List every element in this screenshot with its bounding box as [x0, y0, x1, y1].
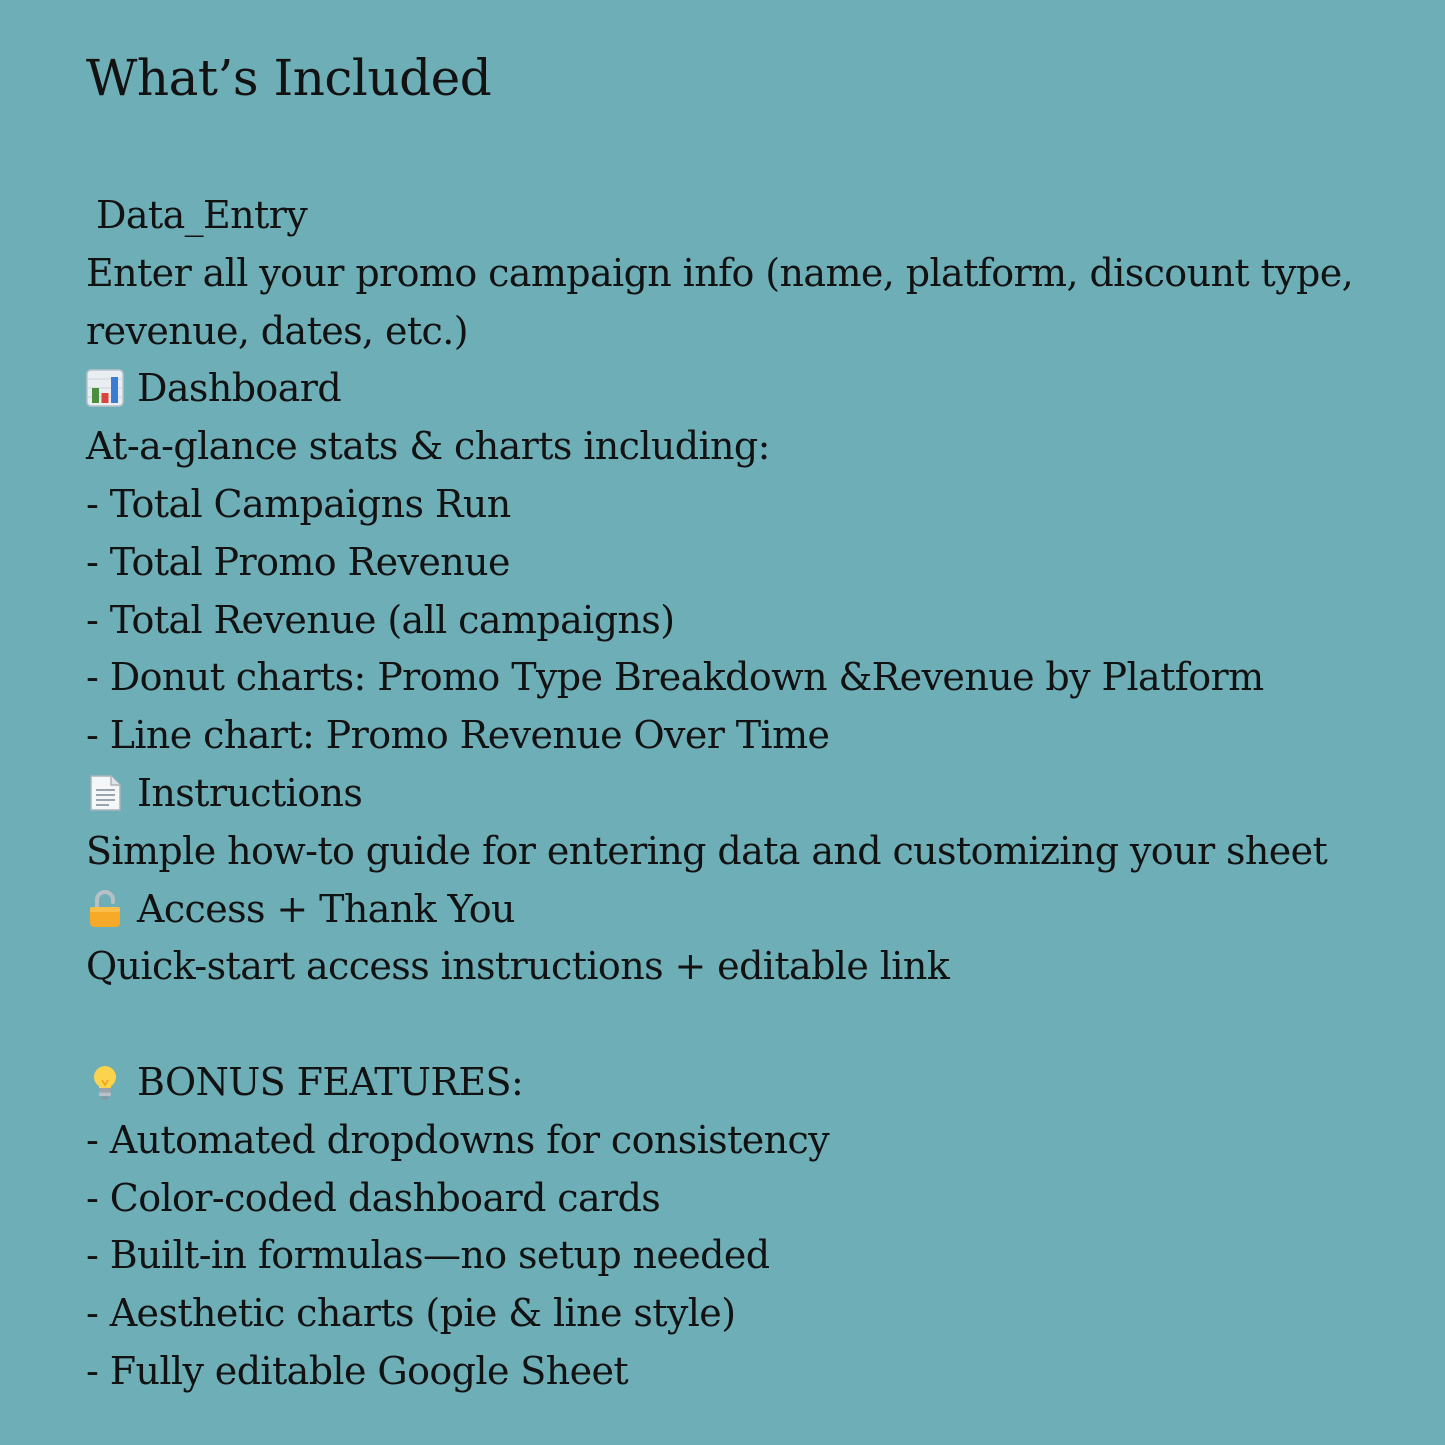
dashboard-heading-row [86, 360, 1416, 418]
data-entry-description-2: revenue, dates, etc.) [86, 308, 468, 353]
bar-chart-icon [86, 369, 124, 407]
data-entry-description-1: Enter all your promo campaign info (name, platform, discount type, [86, 250, 1354, 295]
access-description: Quick-start access instructions + editable link [86, 944, 950, 989]
bonus-item: - Aesthetic charts (pie & line style) [86, 1291, 736, 1336]
bonus-heading: BONUS FEATURES: [137, 1059, 524, 1104]
light-bulb-icon [86, 1063, 124, 1101]
dashboard-heading: Dashboard [137, 366, 342, 411]
bonus-item: - Fully editable Google Sheet [86, 1348, 629, 1393]
instructions-heading: Instructions [137, 770, 363, 815]
page-title: What’s Included [86, 49, 492, 107]
spacer [86, 996, 1416, 1054]
instructions-description: Simple how-to guide for entering data and customizing your sheet [86, 828, 1328, 873]
dashboard-item: - Total Promo Revenue [86, 539, 510, 584]
dashboard-intro: At-a-glance stats & charts including: [86, 424, 770, 469]
page [86, 0, 1416, 1445]
access-heading: Access + Thank You [137, 886, 515, 931]
access-heading-row [86, 881, 1416, 939]
bonus-item: - Automated dropdowns for consistency [86, 1117, 830, 1162]
bonus-item: - Built-in formulas—no setup needed [86, 1233, 770, 1278]
bonus-heading-row [86, 1054, 1416, 1112]
instructions-heading-row [86, 765, 1416, 823]
unlock-icon [86, 890, 124, 928]
bonus-item: - Color-coded dashboard cards [86, 1175, 661, 1220]
content [86, 187, 1416, 1401]
page-icon [86, 774, 124, 812]
dashboard-item: - Line chart: Promo Revenue Over Time [86, 713, 830, 758]
data-entry-heading: Data_Entry [96, 193, 308, 237]
dashboard-item: - Total Revenue (all campaigns) [86, 597, 675, 642]
dashboard-item: - Donut charts: Promo Type Breakdown &Revenue by Platform [86, 655, 1264, 700]
dashboard-item: - Total Campaigns Run [86, 481, 511, 526]
